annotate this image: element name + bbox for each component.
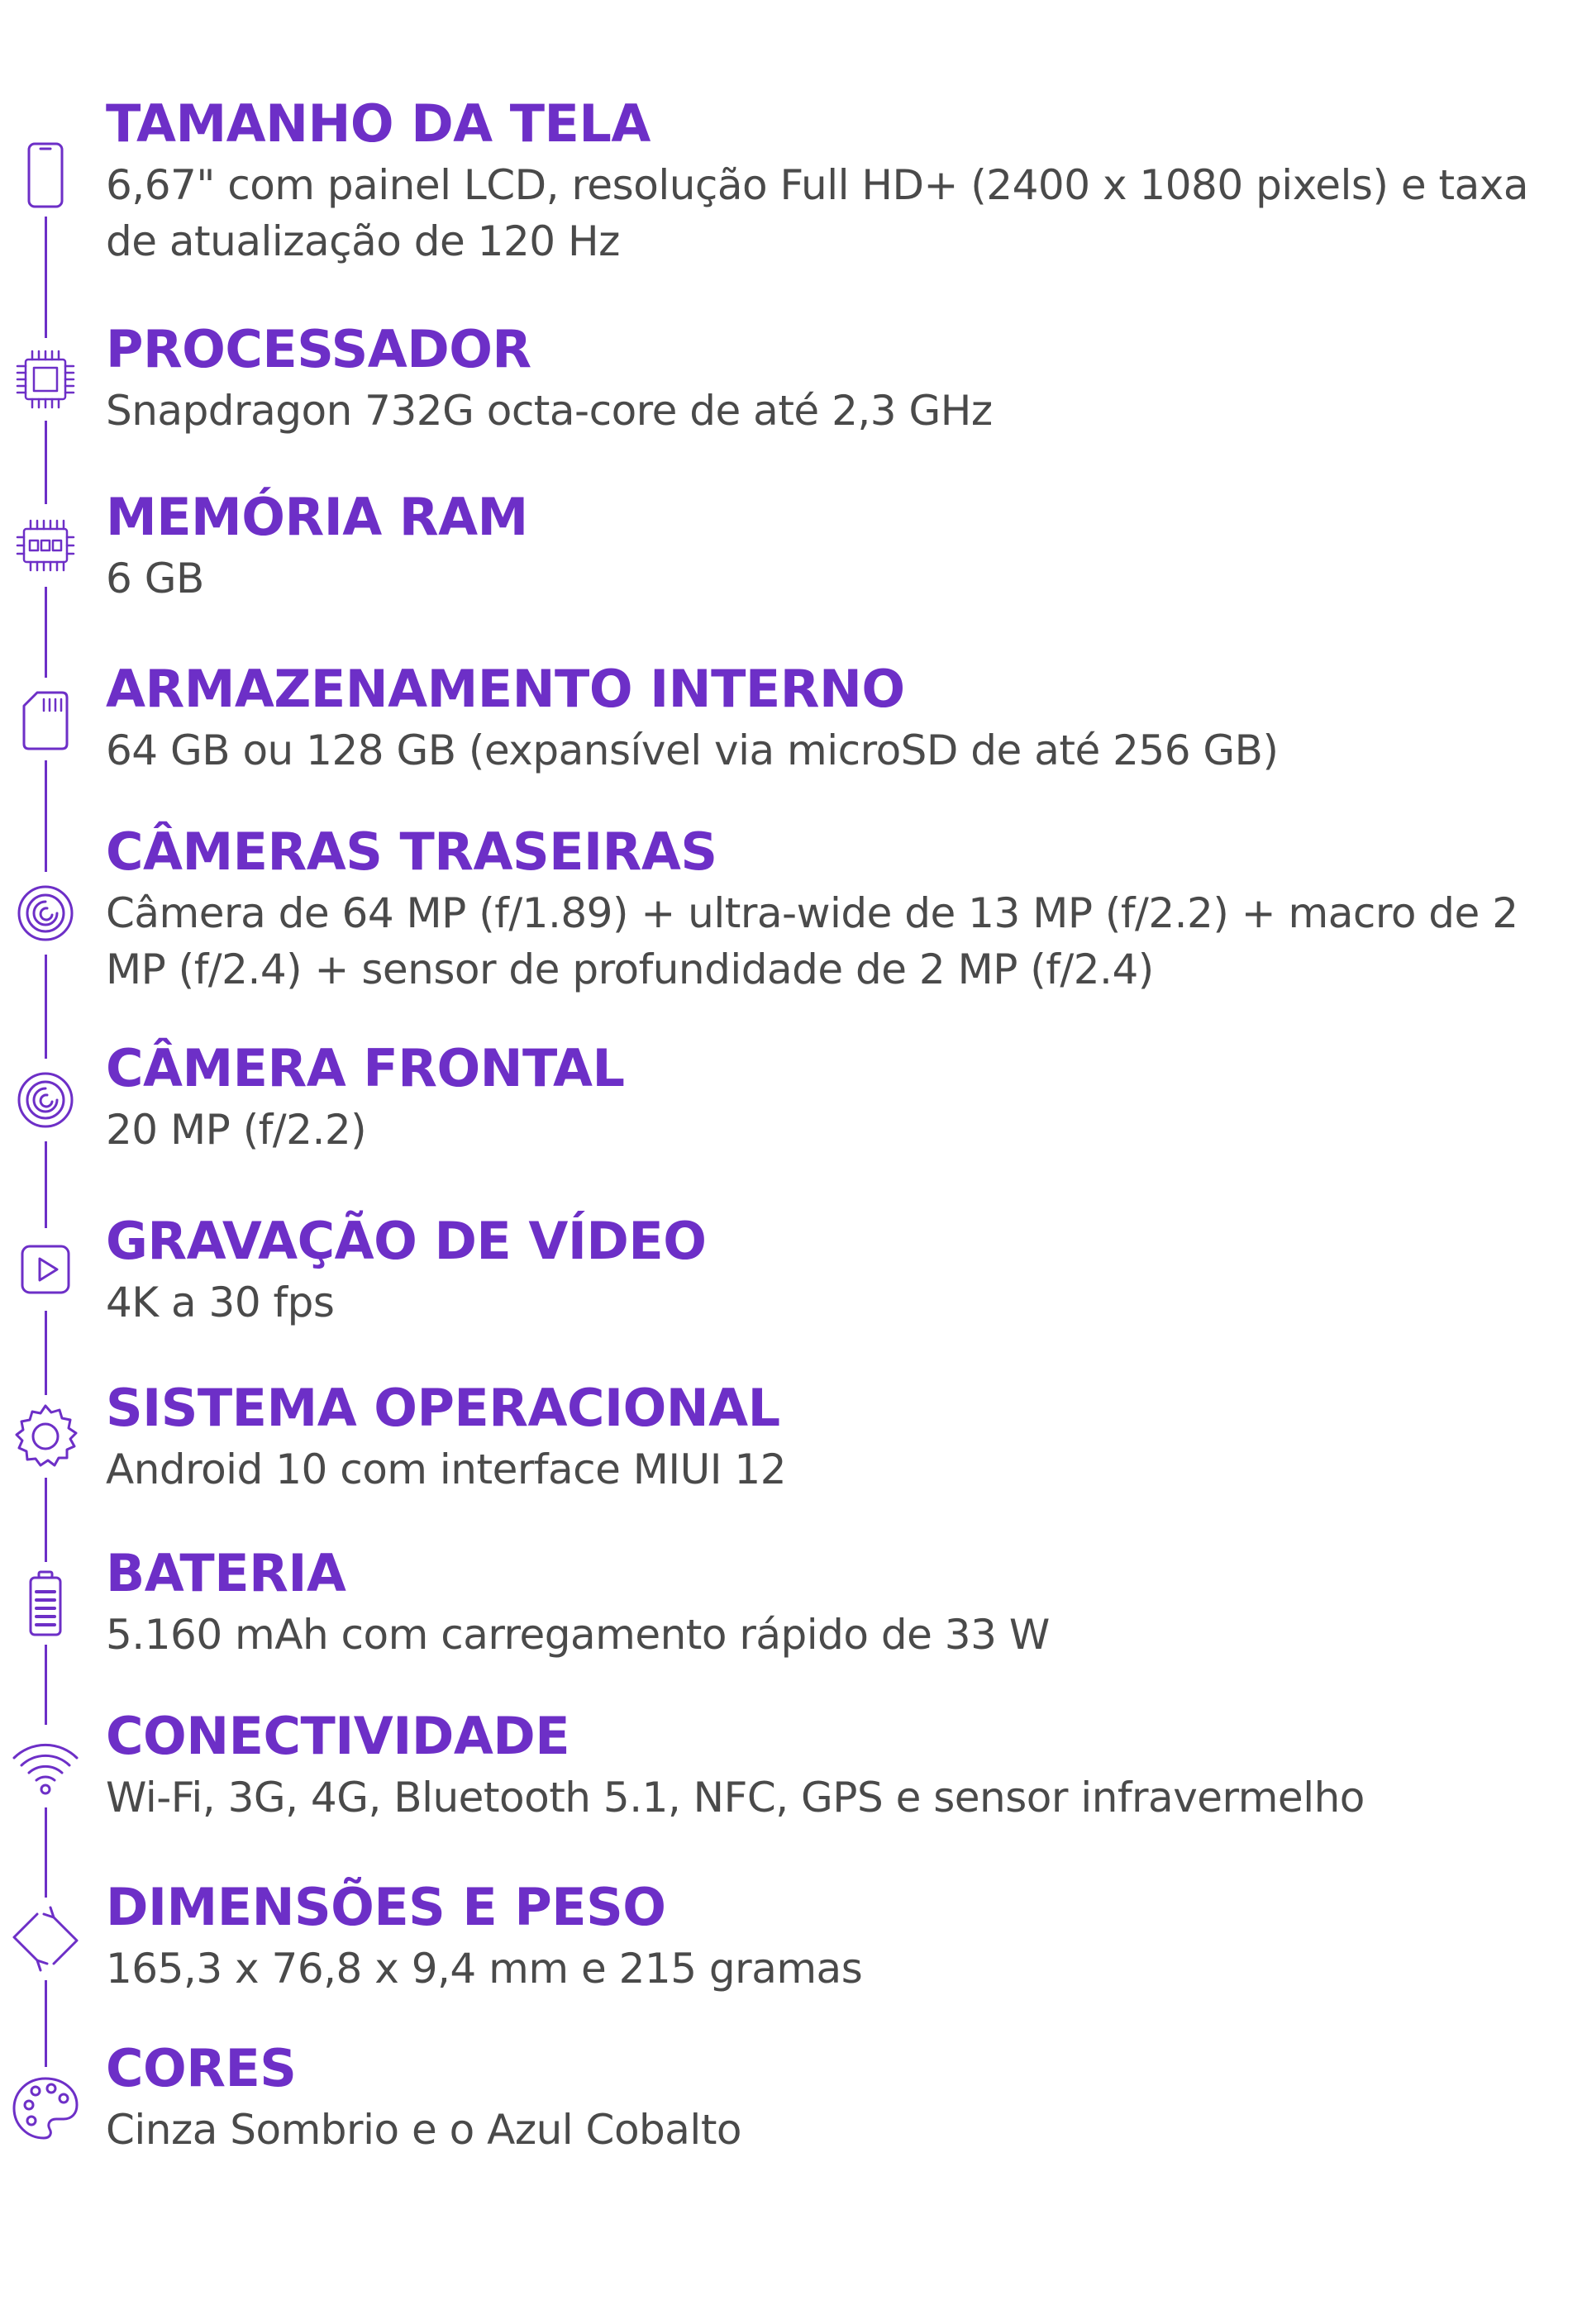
spec-description: 6,67" com painel LCD, resolução Full HD+ (2400 x 1080 pixels) e taxa de atualização de 120 Hz [106,161,1528,265]
spec-title: CÂMERAS TRASEIRAS [106,821,717,882]
spec-title: SISTEMA OPERACIONAL [106,1378,780,1438]
video-play-icon [4,1228,87,1311]
spec-title: CORES [106,2038,297,2098]
spec-title: TAMANHO DA TELA [106,93,651,154]
spec-description: Wi-Fi, 3G, 4G, Bluetooth 5.1, NFC, GPS e sensor infravermelho [106,1774,1365,1822]
spec-title: DIMENSÕES E PESO [106,1877,666,1937]
spec-title: CONECTIVIDADE [106,1706,570,1766]
gear-icon [4,1395,87,1478]
spec-description: 5.160 mAh com carregamento rápido de 33 W [106,1611,1050,1659]
spec-description: Snapdragon 732G octa-core de até 2,3 GHz [106,387,993,435]
spec-description: 64 GB ou 128 GB (expansível via microSD de até 256 GB) [106,726,1279,774]
timeline-line [45,157,47,2149]
spec-description: 20 MP (f/2.2) [106,1106,367,1154]
spec-title: GRAVAÇÃO DE VÍDEO [106,1211,707,1271]
memory-chip-icon [4,504,87,587]
spec-description: Android 10 com interface MIUI 12 [106,1445,787,1493]
spec-title: PROCESSADOR [106,319,531,379]
spec-description: 4K a 30 fps [106,1279,335,1326]
spec-description: 165,3 x 76,8 x 9,4 mm e 215 gramas [106,1945,863,1993]
camera-lens-icon [4,872,87,955]
dimensions-arrows-icon [4,1898,87,1980]
camera-lens-icon [4,1059,87,1141]
spec-description: Câmera de 64 MP (f/1.89) + ultra-wide de 13 MP (f/2.2) + macro de 2 MP (f/2.4) + sensor de profundidade de 2 MP (f/2.4) [106,889,1518,993]
processor-chip-icon [4,338,87,421]
color-palette-icon [4,2067,87,2150]
spec-description: Cinza Sombrio e o Azul Cobalto [106,2106,742,2154]
memory-card-icon [4,678,87,760]
spec-title: MEMÓRIA RAM [106,487,528,547]
spec-title: CÂMERA FRONTAL [106,1038,625,1098]
spec-description: 6 GB [106,555,204,602]
battery-icon [4,1562,87,1645]
smartphone-icon [4,134,87,217]
spec-title: BATERIA [106,1543,346,1603]
wifi-icon [4,1725,87,1807]
spec-title: ARMAZENAMENTO INTERNO [106,659,905,719]
